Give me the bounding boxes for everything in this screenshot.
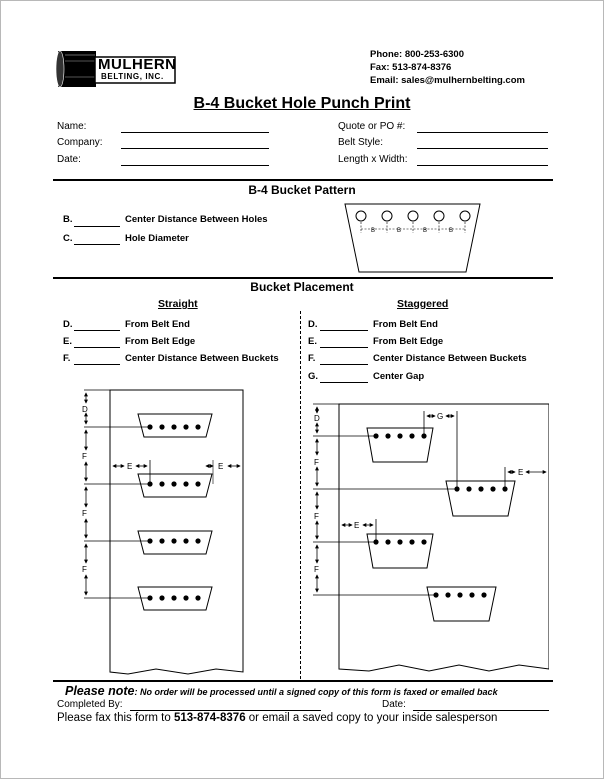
bucket-pattern-diagram <box>341 201 487 277</box>
hole-icon <box>434 211 444 221</box>
straight-d-field[interactable] <box>74 330 120 331</box>
quote-po-field[interactable] <box>417 132 548 133</box>
company-label: Company: <box>57 137 103 148</box>
quote-po-label: Quote or PO #: <box>338 121 406 132</box>
staggered-f-letter: F. <box>308 353 316 364</box>
staggered-e-text: From Belt Edge <box>373 336 444 347</box>
column-divider <box>300 311 301 679</box>
completed-by-label: Completed By: <box>57 699 123 710</box>
date-field[interactable] <box>121 165 269 166</box>
staggered-e-field[interactable] <box>320 347 368 348</box>
company-logo <box>55 47 177 91</box>
staggered-g-letter: G. <box>308 371 319 382</box>
footer-date-label: Date: <box>382 699 406 710</box>
note-text: : No order will be processed until a signed copy of this form is faxed or emailed back <box>134 687 498 697</box>
divider-2 <box>53 277 553 279</box>
belt-style-field[interactable] <box>417 148 548 149</box>
straight-e-text: From Belt Edge <box>125 336 196 347</box>
straight-heading: Straight <box>158 298 198 310</box>
date-label: Date: <box>57 154 81 165</box>
contact-fax: Fax: 513-874-8376 <box>370 62 452 73</box>
straight-e-dim-right: E <box>218 462 224 471</box>
hole-icon <box>460 211 470 221</box>
pattern-c-letter: C. <box>63 233 73 244</box>
pattern-b-field[interactable] <box>74 226 120 227</box>
staggered-g-field[interactable] <box>320 382 368 383</box>
name-label: Name: <box>57 121 87 132</box>
pattern-c-text: Hole Diameter <box>125 233 189 244</box>
contact-email: Email: sales@mulhernbelting.com <box>370 75 525 86</box>
staggered-heading: Staggered <box>397 298 449 310</box>
straight-placement-diagram <box>76 386 251 676</box>
straight-d-text: From Belt End <box>125 319 190 330</box>
page-title: B-4 Bucket Hole Punch Print <box>193 95 411 112</box>
straight-f-dim-1: F <box>82 452 87 461</box>
staggered-f-dim-3: F <box>314 565 319 574</box>
name-field[interactable] <box>121 132 269 133</box>
bucket-shape <box>427 587 496 621</box>
pattern-b-dim-1: B <box>371 228 376 234</box>
staggered-e-letter: E. <box>308 336 317 347</box>
pattern-b-dim-2: B <box>397 228 402 234</box>
hole-icon <box>382 211 392 221</box>
bucket-shape <box>367 534 433 568</box>
staggered-d-dim: D <box>314 414 320 423</box>
pattern-c-field[interactable] <box>74 244 120 245</box>
length-width-field[interactable] <box>417 165 548 166</box>
logo-subtitle: BELTING, INC. <box>101 72 164 81</box>
straight-e-dim-left: E <box>127 462 133 471</box>
straight-d-dim: D <box>82 405 88 414</box>
contact-phone: Phone: 800-253-6300 <box>370 49 464 60</box>
pattern-b-dim-3: B <box>423 228 428 234</box>
bucket-shape <box>367 428 433 462</box>
staggered-f-text: Center Distance Between Buckets <box>373 353 527 364</box>
straight-f-text: Center Distance Between Buckets <box>125 353 279 364</box>
straight-e-field[interactable] <box>74 347 120 348</box>
straight-f-letter: F. <box>63 353 71 364</box>
staggered-f-dim-2: F <box>314 512 319 521</box>
staggered-d-text: From Belt End <box>373 319 438 330</box>
pattern-heading: B-4 Bucket Pattern <box>248 183 356 197</box>
pattern-b-text: Center Distance Between Holes <box>125 214 268 225</box>
staggered-placement-diagram <box>309 399 549 674</box>
straight-f-field[interactable] <box>74 364 120 365</box>
straight-f-dim-2: F <box>82 509 87 518</box>
completed-by-field[interactable] <box>130 710 321 711</box>
instruction-pre: Please fax this form to <box>57 712 174 724</box>
staggered-f-field[interactable] <box>320 364 368 365</box>
staggered-f-dim-1: F <box>314 458 319 467</box>
note-label: Please note <box>65 684 135 698</box>
instruction-post: or email a saved copy to your inside salesperson <box>245 712 498 724</box>
staggered-d-letter: D. <box>308 319 318 330</box>
staggered-g-dim: G <box>437 412 444 421</box>
pattern-b-letter: B. <box>63 214 73 225</box>
straight-f-dim-3: F <box>82 565 87 574</box>
staggered-d-field[interactable] <box>320 330 368 331</box>
fax-number: 513-874-8376 <box>173 712 246 724</box>
length-width-label: Length x Width: <box>338 154 408 165</box>
hole-icon <box>408 211 418 221</box>
logo-name: MULHERN <box>98 56 177 73</box>
straight-d-letter: D. <box>63 319 73 330</box>
fax-instruction <box>57 712 497 724</box>
footer-date-field[interactable] <box>413 710 549 711</box>
straight-e-letter: E. <box>63 336 72 347</box>
staggered-e-dim-right: E <box>518 468 524 477</box>
belt-style-label: Belt Style: <box>338 137 384 148</box>
staggered-g-text: Center Gap <box>373 371 425 382</box>
divider-1 <box>53 179 553 181</box>
hole-icon <box>356 211 366 221</box>
please-note <box>65 682 498 700</box>
placement-heading: Bucket Placement <box>250 280 354 294</box>
staggered-e-dim-left: E <box>354 521 360 530</box>
pattern-b-dim-4: B <box>449 228 454 234</box>
company-field[interactable] <box>121 148 269 149</box>
